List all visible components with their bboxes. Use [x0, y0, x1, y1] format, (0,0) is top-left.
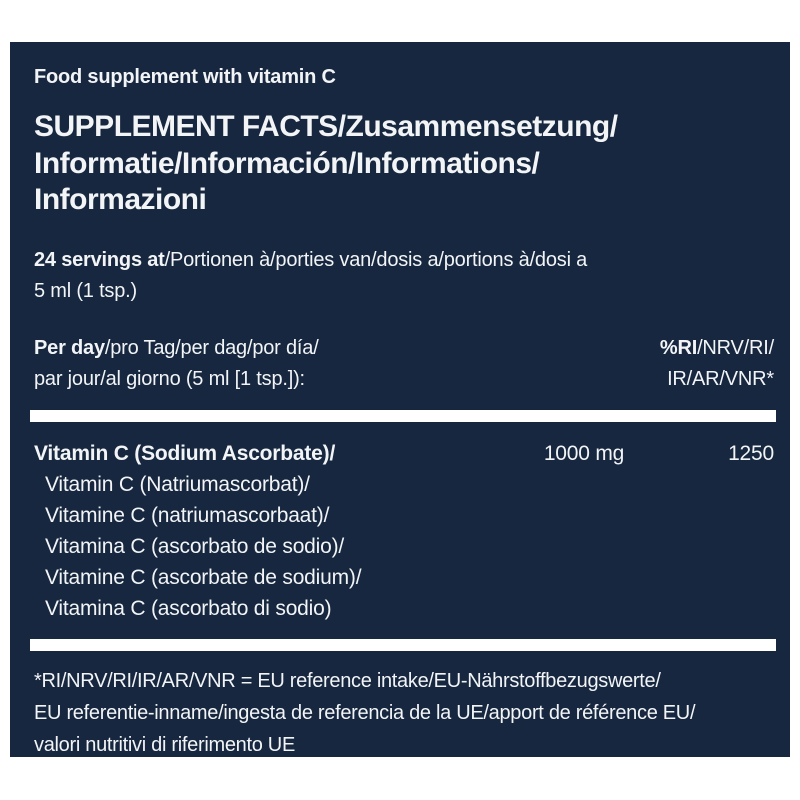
nutrient-row-vitamin-c	[34, 438, 774, 469]
nutrient-translation-it: Vitamina C (ascorbato di sodio)	[45, 596, 332, 620]
nutrient-translation-es: Vitamina C (ascorbato de sodio)/	[45, 534, 345, 558]
servings-line-1	[34, 245, 774, 276]
servings-count: 24 servings at	[34, 248, 165, 271]
supplement-facts-panel	[10, 42, 790, 757]
facts-title-line-1: SUPPLEMENT FACTS/Zusammensetzung/	[34, 110, 618, 143]
divider-bottom	[30, 639, 776, 651]
servings-translations: /Portionen à/porties van/dosis a/portions à/dosi a	[164, 248, 588, 271]
ri-line-1	[660, 333, 774, 364]
reference-intake-footnote	[34, 665, 774, 761]
servings-line-2: 5 ml (1 tsp.)	[34, 279, 137, 302]
divider-top	[30, 410, 776, 422]
per-day-label: Per day	[34, 336, 105, 359]
per-day-line-1	[34, 333, 319, 364]
nutrient-translation-de: Vitamin C (Natriumascorbat)/	[45, 472, 310, 496]
ri-line-2: IR/AR/VNR*	[667, 367, 774, 390]
nutrient-translation-nl: Vitamine C (natriumascorbaat)/	[45, 503, 330, 527]
table-header-row	[34, 333, 774, 395]
footnote-line-2: EU referentie-inname/ingesta de referencia de la UE/apport de référence EU/	[34, 701, 696, 724]
nutrient-amount: 1000 mg	[543, 441, 625, 465]
ri-translations: /NRV/RI/	[697, 336, 774, 359]
nutrient-translations	[34, 469, 774, 624]
per-day-translations: /pro Tag/per dag/por día/	[104, 336, 319, 359]
footnote-line-1: *RI/NRV/RI/IR/AR/VNR = EU reference intake/EU-Nährstoffbezugswerte/	[34, 669, 661, 692]
product-tagline: Food supplement with vitamin C	[34, 66, 336, 88]
facts-title	[34, 109, 774, 219]
reference-intake-header	[660, 333, 774, 395]
nutrient-translation-fr: Vitamine C (ascorbate de sodium)/	[45, 565, 362, 589]
footnote-line-3: valori nutritivi di riferimento UE	[34, 733, 295, 756]
per-day-header	[34, 333, 319, 395]
ri-label: %RI	[659, 336, 698, 359]
per-day-line-2: par jour/al giorno (5 ml [1 tsp.]):	[34, 367, 305, 390]
facts-title-line-2: Informatie/Información/Informations/	[34, 146, 540, 180]
servings-statement	[34, 245, 774, 307]
nutrient-name: Vitamin C (Sodium Ascorbate)/	[34, 441, 336, 465]
facts-title-line-3: Informazioni	[34, 183, 207, 217]
nutrient-percent-ri: 1250	[728, 441, 774, 465]
